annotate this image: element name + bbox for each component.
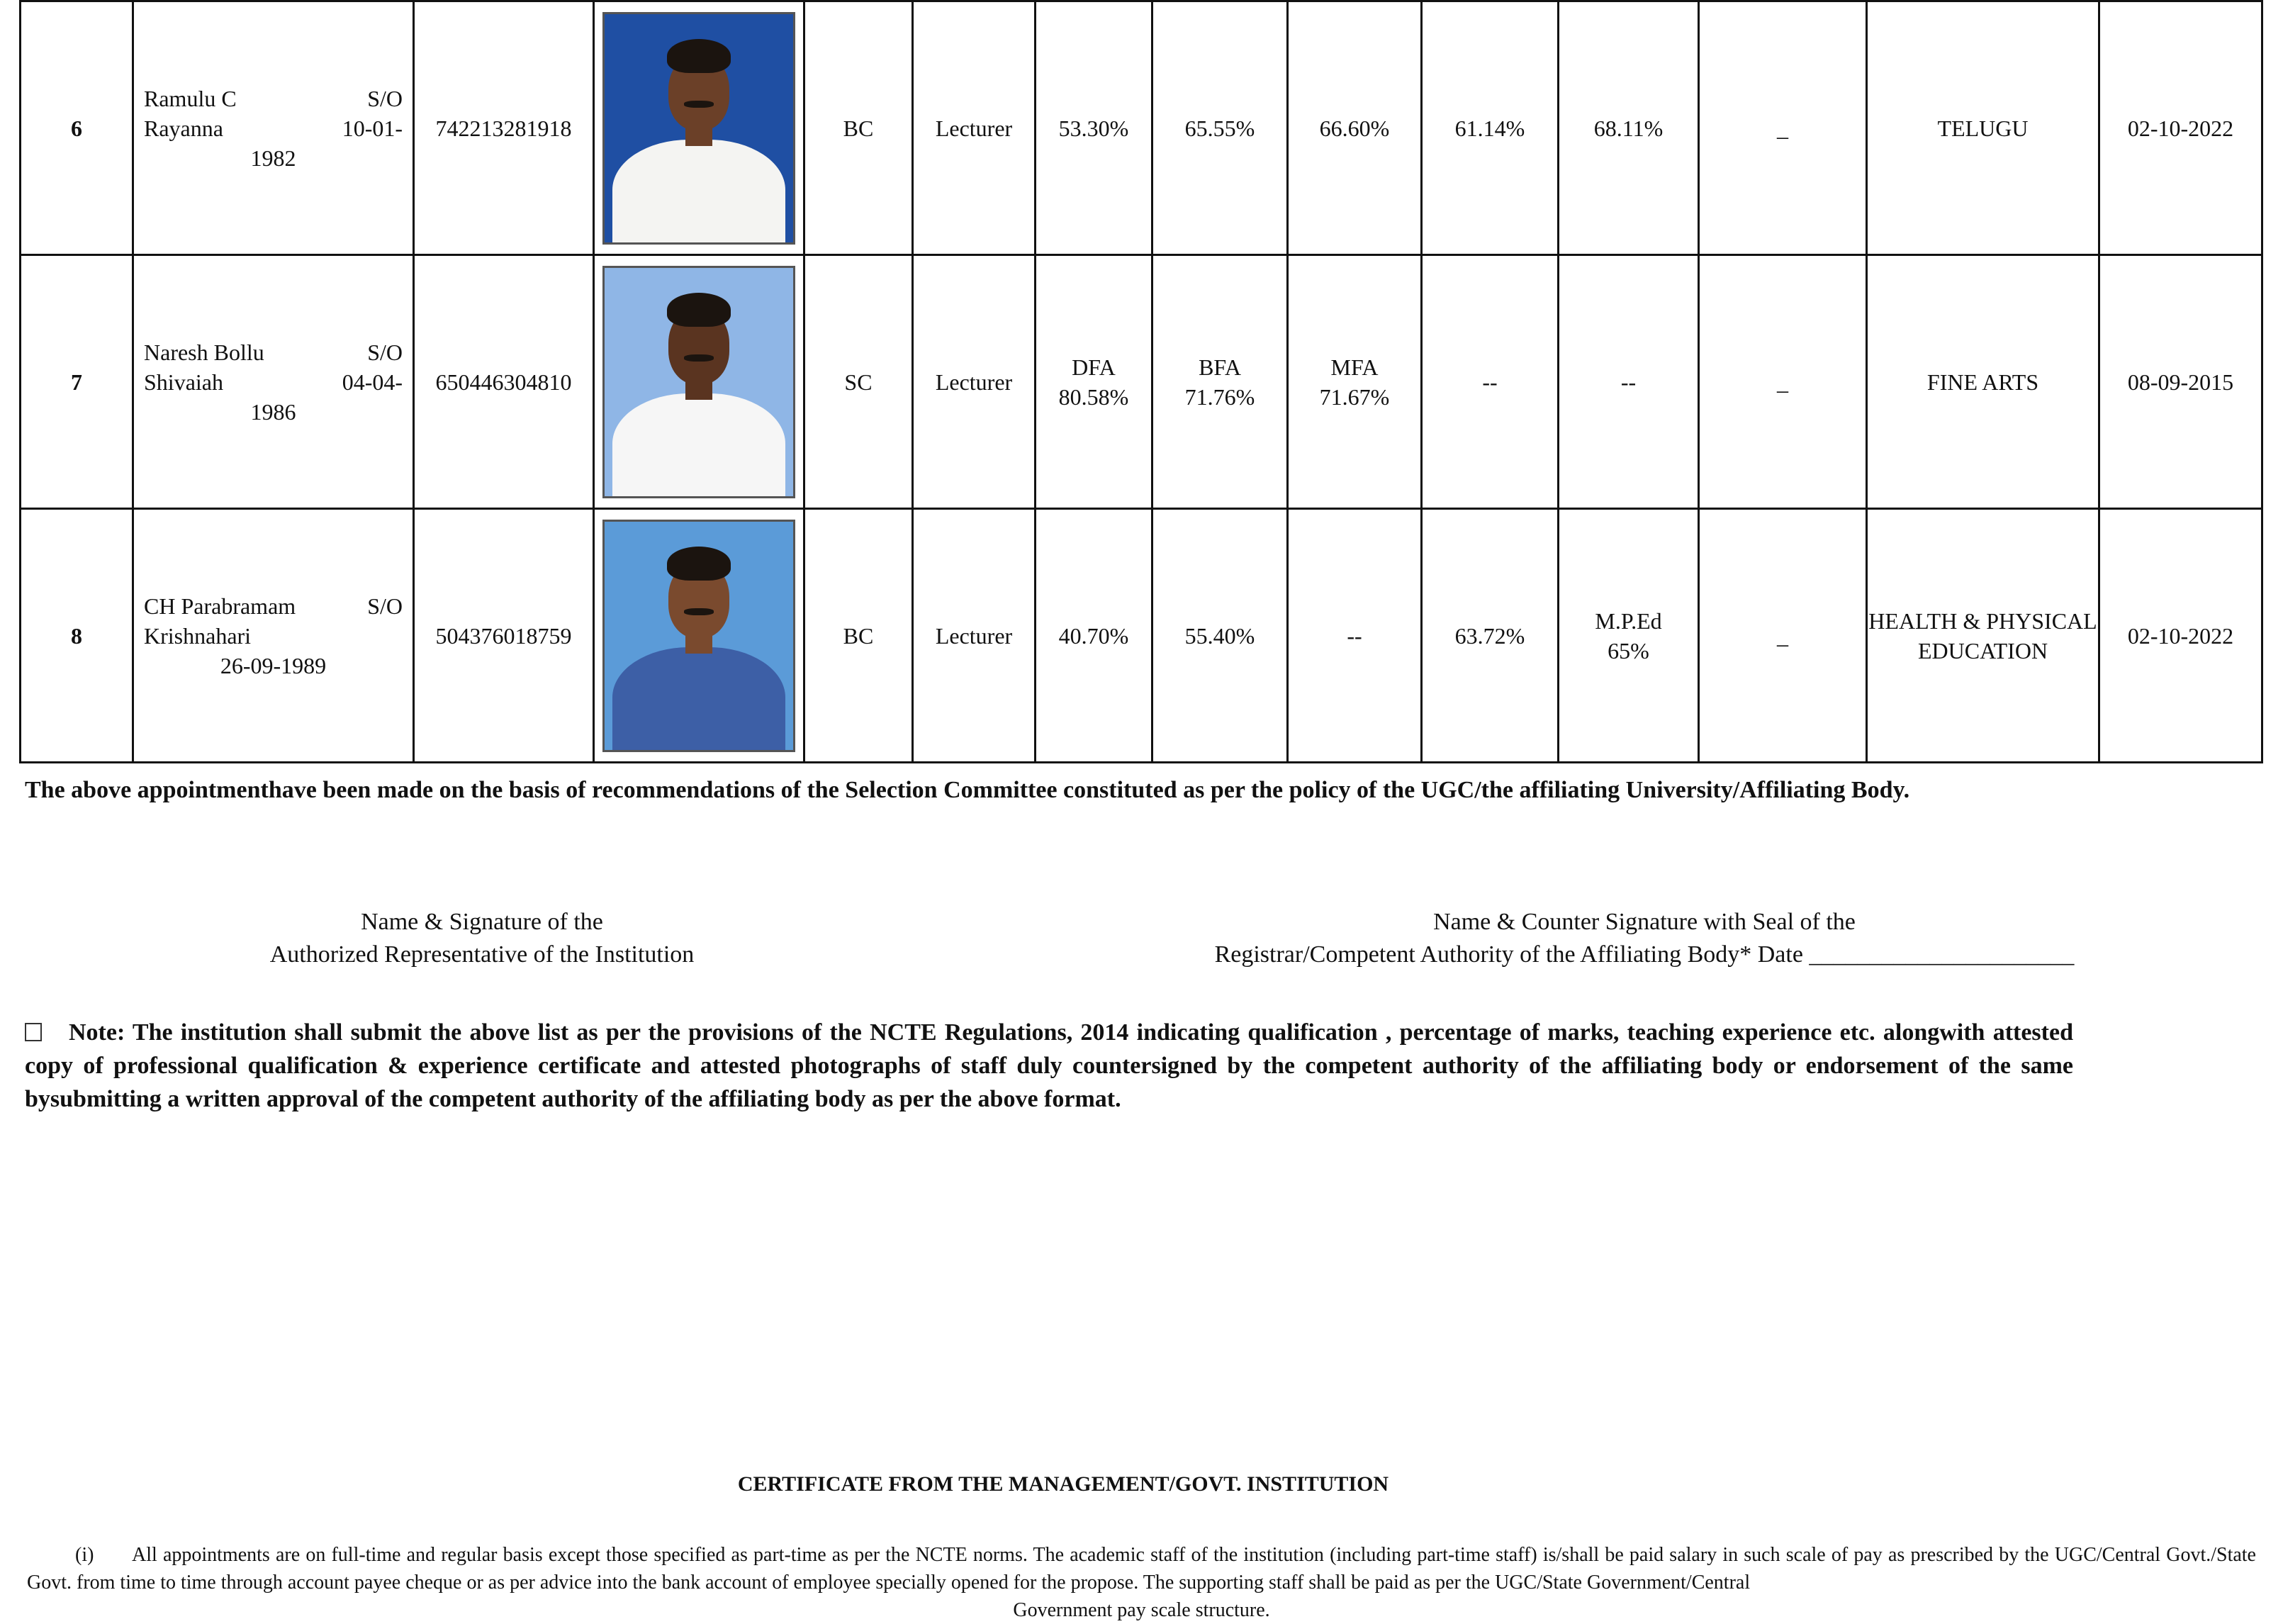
q5-cell bbox=[1559, 509, 1699, 763]
dob-part-text: 04-04- bbox=[342, 369, 403, 395]
photo-hair bbox=[667, 547, 731, 581]
name-cell bbox=[133, 1, 414, 255]
parent-name-text: Rayanna bbox=[144, 115, 223, 141]
q3-value: -- bbox=[1347, 622, 1362, 649]
name-line bbox=[144, 591, 403, 621]
serial-number: 6 bbox=[71, 115, 82, 141]
q1-value: 40.70% bbox=[1058, 622, 1129, 649]
category-text: BC bbox=[843, 115, 874, 141]
q2-value: 55.40% bbox=[1184, 622, 1255, 649]
aadhaar-number: 742213281918 bbox=[435, 115, 572, 141]
name-cell bbox=[133, 255, 414, 509]
q4-cell bbox=[1422, 255, 1559, 509]
q1-cell bbox=[1036, 1, 1152, 255]
q6-cell bbox=[1699, 255, 1867, 509]
q1-value: 80.58% bbox=[1058, 383, 1129, 410]
date-cell bbox=[2099, 1, 2262, 255]
date-cell bbox=[2099, 509, 2262, 763]
aadhaar-number: 650446304810 bbox=[435, 369, 572, 395]
aadhaar-cell bbox=[414, 509, 594, 763]
dob-text: 1986 bbox=[250, 398, 296, 425]
dob-text: 26-09-1989 bbox=[220, 652, 327, 678]
q3-cell bbox=[1288, 255, 1422, 509]
q4-cell bbox=[1422, 1, 1559, 255]
institution-signature-line1: Name & Signature of the bbox=[361, 909, 603, 935]
photo-hair bbox=[667, 293, 731, 327]
designation-cell bbox=[913, 1, 1036, 255]
subject-cell bbox=[1867, 1, 2099, 255]
name-line bbox=[144, 621, 403, 651]
q5-value: 68.11% bbox=[1593, 115, 1664, 141]
designation-text: Lecturer bbox=[935, 622, 1013, 649]
staff-photo bbox=[602, 12, 795, 245]
q1-cell bbox=[1036, 509, 1152, 763]
name-line bbox=[144, 84, 403, 113]
parent-name-text: Shivaiah bbox=[144, 369, 223, 395]
staff-photo bbox=[602, 266, 795, 498]
q5-cell bbox=[1559, 255, 1699, 509]
relation-text: S/O bbox=[367, 85, 403, 111]
note-paragraph bbox=[25, 1016, 2073, 1116]
q2-cell bbox=[1152, 1, 1288, 255]
q6-value: _ bbox=[1777, 622, 1788, 649]
staff-table bbox=[19, 0, 2263, 763]
designation-text: Lecturer bbox=[935, 115, 1013, 141]
certificate-text: All appointments are on full-time and regular basis except those specified as part-time as per the NCTE norms. The academic staff of the institution (including part-time staff) is/shall be paid salary in such scale of pay as prescribed by the UGC/Central Govt./State Govt. from time to time through account payee cheque or as per advice into the bank account of employee specially opened for the propose. The supporting staff shall be paid as per the UGC/State Government/Central bbox=[27, 1544, 2256, 1594]
name-text: CH Parabramam bbox=[144, 593, 296, 619]
name-line bbox=[144, 143, 403, 173]
subject-line1: FINE ARTS bbox=[1926, 369, 2039, 395]
note-text: Note: The institution shall submit the above list as per the provisions of the NCTE Regulations, 2014 indicating qualification , percentage of marks, teaching experience etc. alongwith attested copy of professional qualification & experience certificate and attested photographs of staff duly countersigned by the competent authority of the affiliating body or endorsement of the same bysubmitting a written approval of the competent authority of the affiliating body as per the above format. bbox=[25, 1019, 2073, 1112]
relation-text: S/O bbox=[367, 593, 403, 619]
serial-cell bbox=[21, 255, 133, 509]
q6-value: _ bbox=[1777, 369, 1788, 395]
category-cell bbox=[804, 255, 913, 509]
photo-moustache bbox=[684, 354, 714, 362]
q4-value: 63.72% bbox=[1454, 622, 1525, 649]
certificate-paragraph bbox=[27, 1541, 2256, 1624]
photo-moustache bbox=[684, 608, 714, 615]
q3-cell bbox=[1288, 1, 1422, 255]
subject-cell bbox=[1867, 509, 2099, 763]
checkbox-icon bbox=[25, 1023, 42, 1041]
q4-value: -- bbox=[1482, 369, 1498, 395]
name-line bbox=[144, 397, 403, 427]
dob-text: 1982 bbox=[250, 145, 296, 171]
designation-cell bbox=[913, 255, 1036, 509]
subject-cell bbox=[1867, 255, 2099, 509]
q6-value: _ bbox=[1777, 115, 1788, 141]
serial-number: 8 bbox=[71, 622, 82, 649]
category-text: SC bbox=[844, 369, 873, 395]
name-line bbox=[144, 651, 403, 681]
designation-cell bbox=[913, 509, 1036, 763]
q2-value: 65.55% bbox=[1184, 115, 1255, 141]
photo-cell bbox=[594, 255, 804, 509]
q3-cell bbox=[1288, 509, 1422, 763]
category-text: BC bbox=[843, 622, 874, 649]
name-text: Ramulu C bbox=[144, 85, 237, 111]
appointment-date: 02-10-2022 bbox=[2127, 622, 2234, 649]
q3-label: MFA bbox=[1330, 354, 1379, 380]
institution-signature-line2: Authorized Representative of the Institution bbox=[269, 941, 695, 968]
dob-part-text: 10-01- bbox=[342, 115, 403, 141]
registrar-signature-line2: Registrar/Competent Authority of the Affiliating Body* Date ______________________ bbox=[1214, 941, 2075, 968]
certificate-title: CERTIFICATE FROM THE MANAGEMENT/GOVT. INSTITUTION bbox=[737, 1472, 1389, 1496]
q6-cell bbox=[1699, 1, 1867, 255]
subject-line2: EDUCATION bbox=[1917, 637, 2048, 663]
q4-cell bbox=[1422, 509, 1559, 763]
serial-cell bbox=[21, 1, 133, 255]
table-row bbox=[21, 1, 2262, 255]
certificate-item-number: (i) bbox=[75, 1544, 94, 1566]
q5-cell bbox=[1559, 1, 1699, 255]
q5-value: 65% bbox=[1608, 637, 1649, 663]
photo-shirt bbox=[612, 393, 786, 498]
photo-moustache bbox=[684, 101, 714, 108]
parent-name-text: Krishnahari bbox=[144, 622, 252, 649]
relation-text: S/O bbox=[367, 339, 403, 365]
category-cell bbox=[804, 509, 913, 763]
aadhaar-cell bbox=[414, 1, 594, 255]
q2-cell bbox=[1152, 255, 1288, 509]
serial-cell bbox=[21, 509, 133, 763]
q2-label: BFA bbox=[1199, 354, 1241, 380]
q3-value: 66.60% bbox=[1319, 115, 1390, 141]
institution-signature-block bbox=[177, 906, 787, 971]
category-cell bbox=[804, 1, 913, 255]
staff-photo bbox=[602, 520, 795, 752]
table-row bbox=[21, 509, 2262, 763]
name-line bbox=[144, 113, 403, 143]
q2-value: 71.76% bbox=[1184, 383, 1255, 410]
subject-line1: HEALTH & PHYSICAL bbox=[1868, 607, 2097, 634]
serial-number: 7 bbox=[71, 369, 82, 395]
table-row bbox=[21, 255, 2262, 509]
designation-text: Lecturer bbox=[935, 369, 1013, 395]
name-cell bbox=[133, 509, 414, 763]
q1-cell bbox=[1036, 255, 1152, 509]
name-text: Naresh Bollu bbox=[144, 339, 264, 365]
photo-hair bbox=[667, 39, 731, 73]
photo-cell bbox=[594, 509, 804, 763]
registrar-signature-line1: Name & Counter Signature with Seal of the bbox=[1433, 909, 1856, 935]
certificate-text-last: Government pay scale structure. bbox=[1013, 1599, 1270, 1621]
q5-label: M.P.Ed bbox=[1595, 607, 1662, 634]
q4-value: 61.14% bbox=[1454, 115, 1525, 141]
q1-label: DFA bbox=[1072, 354, 1116, 380]
q1-value: 53.30% bbox=[1058, 115, 1129, 141]
q3-value: 71.67% bbox=[1319, 383, 1390, 410]
aadhaar-number: 504376018759 bbox=[435, 622, 572, 649]
q6-cell bbox=[1699, 509, 1867, 763]
photo-cell bbox=[594, 1, 804, 255]
registrar-signature-block bbox=[1092, 906, 2197, 971]
q5-value: -- bbox=[1620, 369, 1637, 395]
photo-shirt bbox=[612, 647, 786, 752]
name-line bbox=[144, 367, 403, 397]
name-line bbox=[144, 337, 403, 367]
photo-shirt bbox=[612, 140, 786, 245]
subject-line1: TELUGU bbox=[1937, 115, 2029, 141]
aadhaar-cell bbox=[414, 255, 594, 509]
q2-cell bbox=[1152, 509, 1288, 763]
appointment-statement: The above appointmenthave been made on the basis of recommendations of the Selection Committee constituted as per the policy of the UGC/the affiliating University/Affiliating Body. bbox=[25, 777, 1910, 803]
appointment-date: 02-10-2022 bbox=[2127, 115, 2234, 141]
appointment-date: 08-09-2015 bbox=[2127, 369, 2234, 395]
date-cell bbox=[2099, 255, 2262, 509]
